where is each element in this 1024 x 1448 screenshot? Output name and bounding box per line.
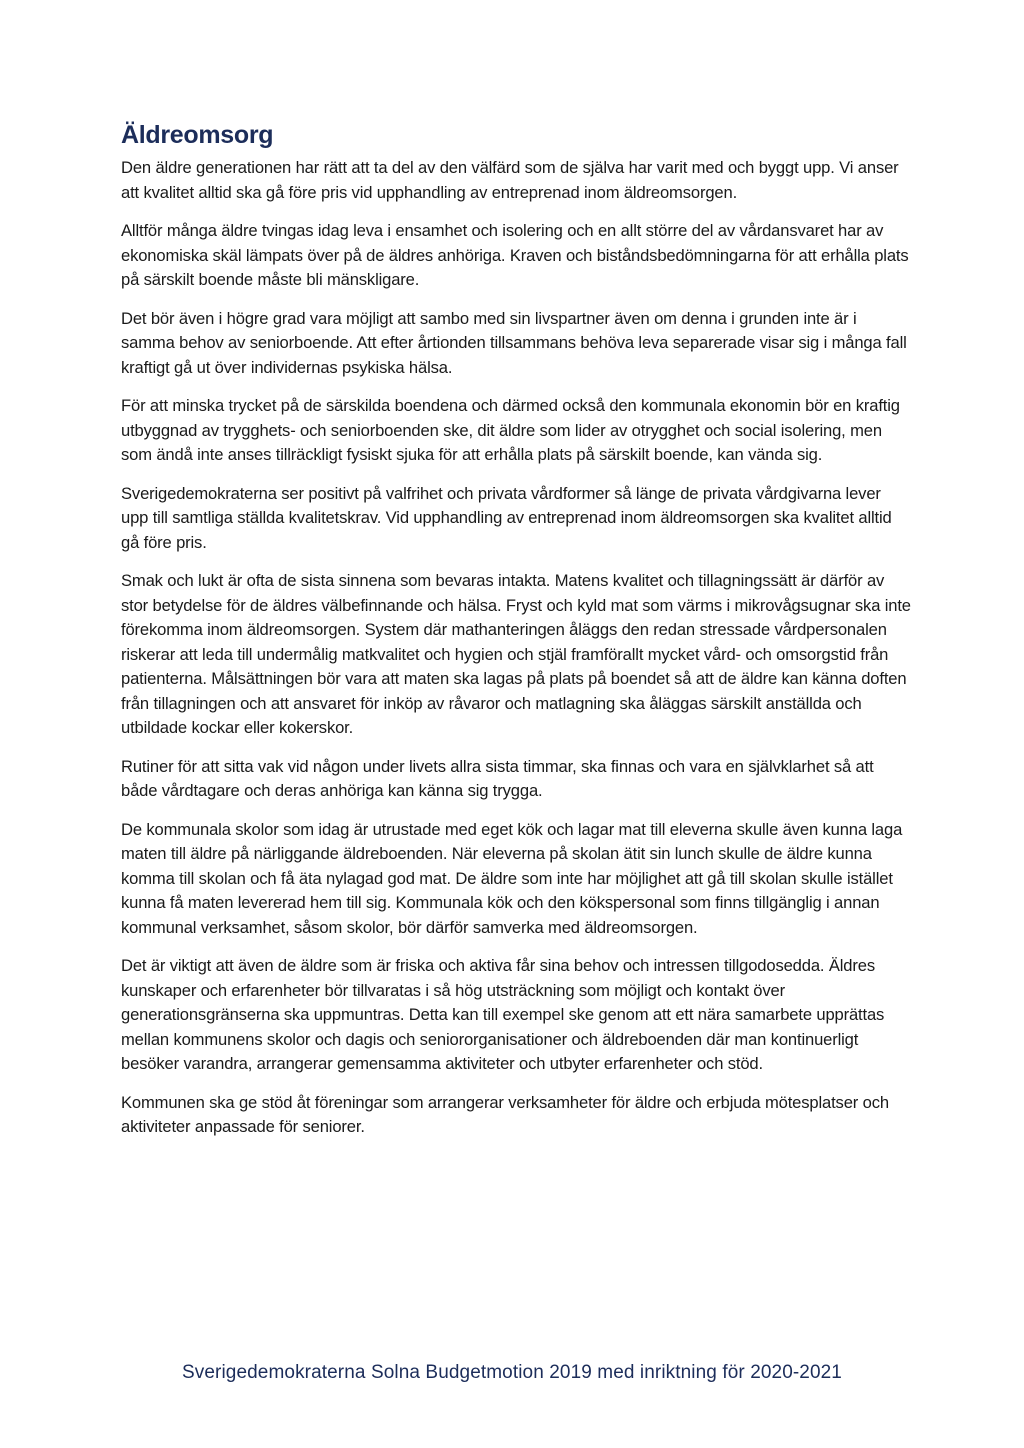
paragraph-2: Alltför många äldre tvingas idag leva i ensamhet och isolering och en allt större del av vårdansvaret har av ekonomiska skäl lämpats över på de äldres anhöriga. Kraven och biståndsbedömningarna för att erhålla plats på särskilt boende måste bli mänskligare. [121,221,909,289]
paragraph-8: De kommunala skolor som idag är utrustade med eget kök och lagar mat till eleverna skulle även kunna laga maten till äldre på närliggande äldreboenden. När eleverna på skolan ätit sin lunch skulle de äldre kunna komma till skolan och få äta nylagad god mat. De äldre som inte har möjlighet att gå till skolan skulle istället kunna få maten levererad hem till sig. Kommunala kök och den kökspersonal som finns tillgänglig i annan kommunal verksamhet, såsom skolor, bör därför samverka med äldreomsorgen. [121,819,903,937]
paragraph-5: Sverigedemokraterna ser positivt på valfrihet och privata vårdformer så länge de privata vårdgivarna lever upp till samtliga ställda kvalitetskrav. Vid upphandling av entreprenad inom äldreomsorgen ska kvalitet alltid gå före pris. [121,483,892,552]
page-title: Äldreomsorg [121,121,274,149]
page-footer: Sverigedemokraterna Solna Budgetmotion 2019 med inriktning för 2020-2021 [182,1362,842,1383]
document-body [121,118,911,1154]
paragraph-3: Det bör även i högre grad vara möjligt att sambo med sin livspartner även om denna i grunden inte är i samma behov av seniorboende. Att efter årtionden tillsammans behöva leva separerade visar sig i många fall kraftigt gå ut över individernas psykiska hälsa. [121,308,907,377]
paragraph-1: Den äldre generationen har rätt att ta del av den välfärd som de själva har varit med och byggt upp. Vi anser att kvalitet alltid ska gå före pris vid upphandling av entreprenad inom äldreomsorgen. [121,158,899,202]
paragraph-4: För att minska trycket på de särskilda boendena och därmed också den kommunala ekonomin bör en kraftig utbyggnad av trygghets- och seniorboenden ske, dit äldre som lider av otrygghet och social isolering, men som ändå inte anses tillräckligt fysiskt sjuka för att erhålla plats på särskilt boende, kan vända sig. [121,396,900,464]
paragraph-7: Rutiner för att sitta vak vid någon under livets allra sista timmar, ska finnas och vara en självklarhet så att både vårdtagare och deras anhöriga kan känna sig trygga. [121,756,874,800]
paragraph-9: Det är viktigt att även de äldre som är friska och aktiva får sina behov och intressen tillgodosedda. Äldres kunskaper och erfarenheter bör tillvaratas i så hög utsträckning som möjligt och kontakt över generationsgränserna ska uppmuntras. Detta kan till exempel ske genom att ett nära samarbete upprättas mellan kommunens skolor och dagis och seniororganisationer och äldreboenden där man kontinuerligt besöker varandra, arrangerar gemensamma aktiviteter och utbyter erfarenheter och stöd. [121,956,885,1073]
paragraph-6: Smak och lukt är ofta de sista sinnena som bevaras intakta. Matens kvalitet och tillagningssätt är därför av stor betydelse för de äldres välbefinnande och hälsa. Fryst och kyld mat som värms i mikrovågsugnar ska inte förekomma inom äldreomsorgen. System där mathanteringen åläggs den redan stressade vårdpersonalen riskerar att leda till undermålig matkvalitet och hygien och stjäl framförallt mycket vård- och omsorgstid från patienterna. Målsättningen bör vara att maten ska lagas på plats på boendet så att de äldre kan känna doften från tillagningen och att ansvaret för inköp av råvaror och matlagning ska åläggas särskilt anställda och utbildade kockar eller kokerskor. [121,571,911,737]
paragraph-10: Kommunen ska ge stöd åt föreningar som arrangerar verksamheter för äldre och erbjuda mötesplatser och aktiviteter anpassade för seniorer. [121,1092,889,1136]
